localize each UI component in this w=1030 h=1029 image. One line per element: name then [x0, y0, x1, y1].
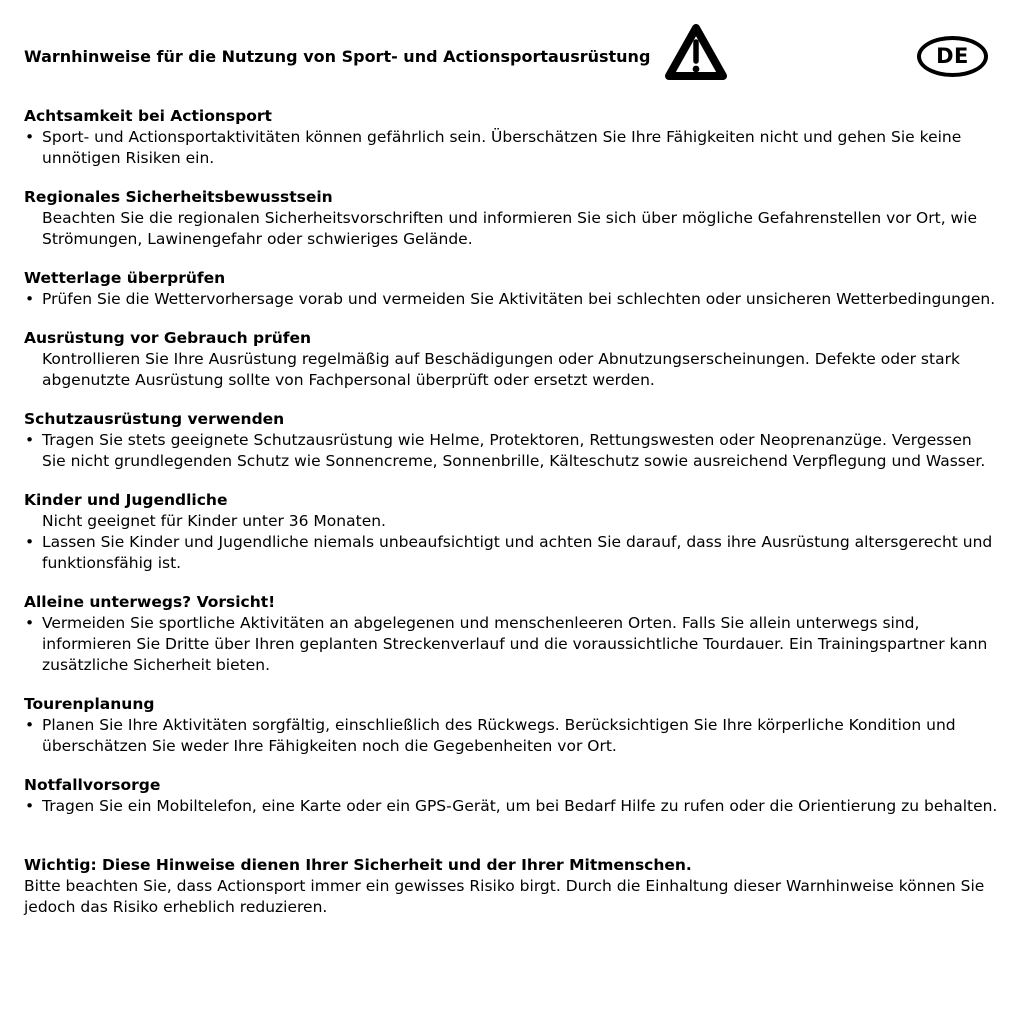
list-item-text: Planen Sie Ihre Aktivitäten sorgfältig, einschließlich des Rückwegs. Berücksichtigen Sie Ihre körperliche Kondition und überschätzen Sie weder Ihre Fähigkeiten noch die Gegebenheiten vor Ort.: [42, 716, 956, 755]
section-heading: Schutzausrüstung verwenden: [24, 410, 285, 428]
bullet-marker: •: [25, 290, 35, 308]
section-heading: Achtsamkeit bei Actionsport: [24, 107, 272, 125]
warning-section: [24, 775, 1000, 817]
bullet-marker: •: [25, 716, 35, 734]
list-item-text: Nicht geeignet für Kinder unter 36 Monaten.: [42, 512, 386, 530]
list-item: [24, 511, 1000, 532]
list-item-text: Sport- und Actionsportaktivitäten können gefährlich sein. Überschätzen Sie Ihre Fähigkeiten nicht und gehen Sie keine unnötigen Risiken ein.: [42, 128, 962, 167]
document-footer: [24, 855, 1000, 918]
language-badge: DE: [917, 36, 988, 77]
page-title: Warnhinweise für die Nutzung von Sport- und Actionsportausrüstung: [24, 46, 651, 66]
warning-section: [24, 592, 1000, 676]
list-item-text: Prüfen Sie die Wettervorhersage vorab und vermeiden Sie Aktivitäten bei schlechten oder unsicheren Wetterbedingungen.: [42, 290, 996, 308]
bullet-marker: •: [25, 797, 35, 815]
bullet-marker: •: [25, 533, 35, 551]
list-item-text: Beachten Sie die regionalen Sicherheitsvorschriften und informieren Sie sich über mögliche Gefahrenstellen vor Ort, wie Strömungen, Lawinengefahr oder schwieriges Gelände.: [42, 209, 978, 248]
warning-section: [24, 409, 1000, 472]
section-heading: Tourenplanung: [24, 695, 155, 713]
warning-section: [24, 106, 1000, 169]
section-heading: Notfallvorsorge: [24, 776, 161, 794]
warning-section: [24, 490, 1000, 574]
bullet-marker: •: [25, 128, 35, 146]
bullet-marker: •: [25, 431, 35, 449]
document-header: [24, 25, 1000, 87]
list-item: [24, 430, 1000, 472]
list-item: [24, 289, 1000, 310]
list-item: [24, 532, 1000, 574]
warning-section: [24, 328, 1000, 391]
list-item: [24, 796, 1000, 817]
warning-triangle-icon: [664, 22, 728, 90]
section-heading: Kinder und Jugendliche: [24, 491, 228, 509]
section-heading: Alleine unterwegs? Vorsicht!: [24, 593, 276, 611]
list-item: [24, 613, 1000, 676]
bullet-marker: •: [25, 614, 35, 632]
footer-note: Bitte beachten Sie, dass Actionsport immer ein gewisses Risiko birgt. Durch die Einhaltung dieser Warnhinweise können Sie jedoch das Risiko erheblich reduzieren.: [24, 877, 985, 916]
warning-section: [24, 187, 1000, 250]
section-heading: Regionales Sicherheitsbewusstsein: [24, 188, 333, 206]
section-heading: Wetterlage überprüfen: [24, 269, 226, 287]
list-item-text: Lassen Sie Kinder und Jugendliche niemals unbeaufsichtigt und achten Sie darauf, dass ihre Ausrüstung altersgerecht und funktionsfähig ist.: [42, 533, 993, 572]
list-item: [24, 127, 1000, 169]
list-item-text: Kontrollieren Sie Ihre Ausrüstung regelmäßig auf Beschädigungen oder Abnutzungserscheinungen. Defekte oder stark abgenutzte Ausrüstung sollte von Fachpersonal überprüft oder ersetzt werden.: [42, 350, 960, 389]
warning-sections: [24, 106, 1000, 817]
list-item: [24, 715, 1000, 757]
section-heading: Ausrüstung vor Gebrauch prüfen: [24, 329, 312, 347]
list-item-text: Vermeiden Sie sportliche Aktivitäten an abgelegenen und menschenleeren Orten. Falls Sie allein unterwegs sind, informieren Sie Dritte über Ihren geplanten Streckenverlauf und die voraussichtliche Tourdauer. Ein Trainingspartner kann zusätzliche Sicherheit bieten.: [42, 614, 988, 674]
warning-section: [24, 268, 1000, 310]
list-item: [24, 349, 1000, 391]
list-item-text: Tragen Sie stets geeignete Schutzausrüstung wie Helme, Protektoren, Rettungswesten oder Neoprenanzüge. Vergessen Sie nicht grundlegenden Schutz wie Sonnencreme, Sonnenbrille, Kälteschutz sowie ausreichend Verpflegung und Wasser.: [42, 431, 986, 470]
list-item-text: Tragen Sie ein Mobiltelefon, eine Karte oder ein GPS-Gerät, um bei Bedarf Hilfe zu rufen oder die Orientierung zu behalten.: [42, 797, 998, 815]
footer-important-line: Wichtig: Diese Hinweise dienen Ihrer Sicherheit und der Ihrer Mitmenschen.: [24, 856, 692, 874]
warning-section: [24, 694, 1000, 757]
list-item: [24, 208, 1000, 250]
